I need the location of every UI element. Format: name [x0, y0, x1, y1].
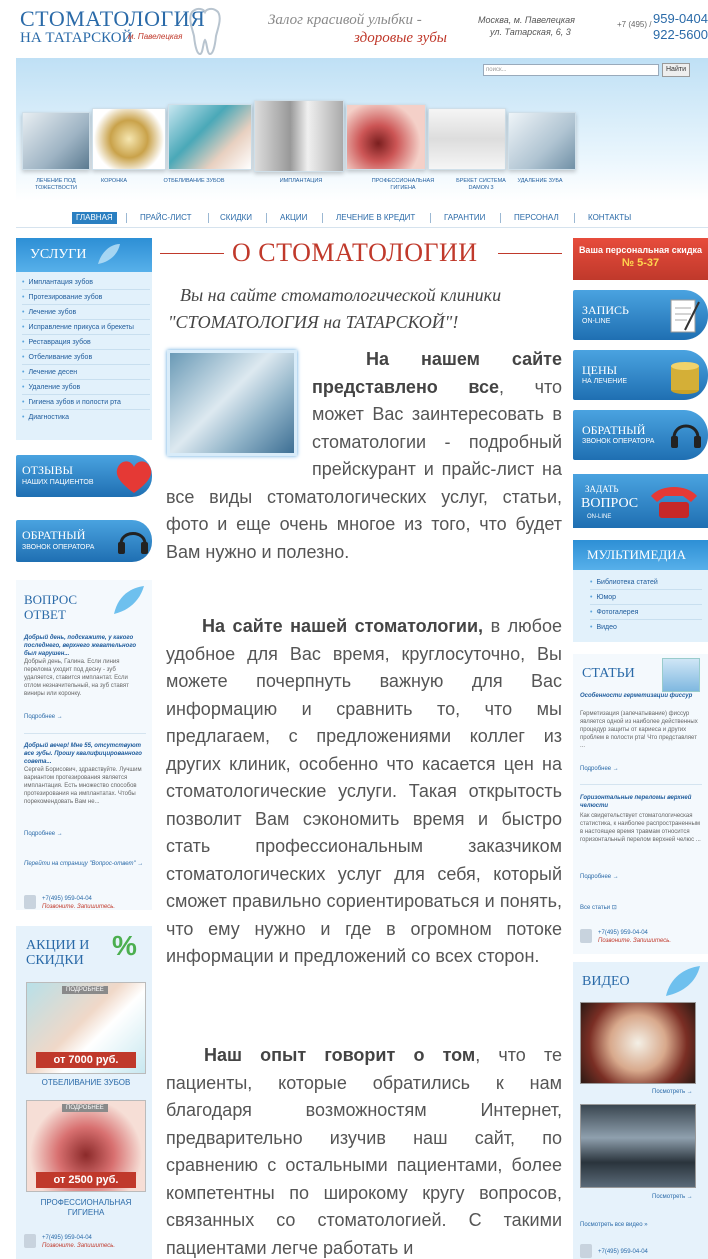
banner-caption-extraction[interactable]: УДАЛЕНИЕ ЗУБА — [517, 178, 563, 184]
address-line1: Москва, м. Павелецкая — [478, 15, 575, 25]
logo-title[interactable]: СТОМАТОЛОГИЯ — [20, 6, 206, 31]
phone-icon — [580, 1244, 592, 1258]
banner-thumb-implant[interactable] — [254, 100, 344, 172]
multimedia-item[interactable]: • Фотогалерея — [590, 605, 702, 620]
video-thumb-2[interactable] — [580, 1104, 696, 1188]
promo-hygiene-caption[interactable]: ПРОФЕССИОНАЛЬНАЯ — [40, 1198, 132, 1207]
service-item[interactable]: • Протезирование зубов — [22, 290, 150, 305]
article-1-more-link[interactable]: Подробнее → — [580, 766, 619, 772]
ask-question-sublabel: ON-LINE — [587, 514, 612, 520]
callback-button-sublabel: ЗВОНОК ОПЕРАТОРА — [22, 544, 95, 551]
services-title: УСЛУГИ — [16, 238, 152, 272]
search-input[interactable]: поиск... — [483, 64, 659, 76]
service-item[interactable]: • Имплантация зубов — [22, 275, 150, 290]
clipboard-icon — [665, 294, 703, 336]
nav-separator — [430, 213, 431, 223]
online-booking-button[interactable] — [573, 290, 708, 340]
ask-question-label: ЗАДАТЬ — [585, 484, 619, 494]
prices-button[interactable] — [573, 350, 708, 400]
qa-title: ВОПРОС — [24, 592, 78, 607]
articles-phone: +7(495) 959-04-04 — [598, 930, 648, 936]
discount-number: № 5-37 — [621, 257, 660, 269]
reviews-button-label: ОТЗЫВЫ — [22, 463, 73, 477]
logo-subtitle[interactable]: НА ТАТАРСКОЙ — [20, 30, 133, 46]
qa-more-1-link[interactable]: Подробнее → — [24, 714, 63, 720]
discount-label: Ваша персональная скидка — [578, 245, 703, 255]
articles-call-text: Позвоните. Запишитесь. — [598, 938, 672, 944]
article-1-title[interactable]: Особенности герметизации фиссур — [580, 693, 693, 699]
banner-thumb-extraction[interactable] — [508, 112, 576, 170]
banner-thumb-crown[interactable] — [92, 108, 166, 170]
photo-spacer — [166, 346, 312, 458]
video-2-watch-link[interactable]: Посмотреть → — [652, 1194, 693, 1200]
multimedia-item[interactable]: • Видео — [590, 620, 702, 635]
slogan-line1: Залог красивой улыбки - — [268, 12, 422, 28]
coins-icon — [667, 356, 703, 396]
online-booking-sublabel: ON-LINE — [582, 318, 611, 325]
slogan-line2: здоровые зубы — [354, 30, 447, 46]
article-1-text: Герметизация (запечатывание) фиссур является одной из наиболее действенных процедур защиты от кариеса и других проблем в полости рта! Что представляет ... — [580, 711, 698, 749]
qa-question-1[interactable]: Добрый день, подскажите, у какого последнего, верхнего жевательного был нарушен... — [24, 635, 137, 657]
articles-title: СТАТЬИ — [582, 666, 635, 681]
paragraph-2-text: в любое удобное для Вас время, круглосуточно, Вы можете почерпнуть важную для Вас информацию и сравнить то, что мы предлагаем, с предложениями коллег из других клиник, особенно что касается цен на стоматологические услуги. Такая открытость позволит Вам сэкономить время и быстро стать профессиональным заказчиком стоматологических услуг для себя, который сможет правильно сориентироваться и понять, что ему нужно и где в огромном потоке информации и предложений со всех сторон. — [166, 616, 562, 966]
banner-thumb-braces[interactable] — [428, 108, 506, 170]
nav-separator — [574, 213, 575, 223]
ask-question-button[interactable] — [573, 474, 708, 528]
phone-icon — [24, 895, 36, 909]
nav-discounts[interactable]: СКИДКИ — [220, 213, 253, 222]
promo-call-text: Позвоните. Запишитесь. — [42, 1243, 116, 1249]
paragraph-1 — [166, 346, 562, 566]
banner-caption-braces[interactable]: БРЕКЕТ СИСТЕМА DAMON 3 — [456, 178, 506, 191]
nav-price[interactable]: ПРАЙС-ЛИСТ — [140, 213, 192, 222]
article-2-more-link[interactable]: Подробнее → — [580, 874, 619, 880]
search-button[interactable]: Найти — [662, 63, 690, 77]
nav-contacts[interactable]: КОНТАКТЫ — [588, 213, 632, 222]
paragraph-1-text: , что может Вас заинтересовать в стоматологии - подробный прейскурант и прайс-лист на все виды стоматологических услуг, статьи, фото и еще очень многое из того, что будет Вам нужно и полезно. — [166, 376, 563, 562]
all-videos-link[interactable]: Посмотреть все видео » — [580, 1222, 648, 1228]
qa-phone: +7(495) 959-04-04 — [42, 896, 92, 902]
video-thumb-1[interactable] — [580, 1002, 696, 1084]
service-item[interactable]: • Лечение зубов — [22, 305, 150, 320]
heart-icon — [114, 457, 154, 495]
banner-thumb-hygiene[interactable] — [346, 104, 426, 170]
nav-staff[interactable]: ПЕРСОНАЛ — [514, 213, 559, 222]
banner-thumb-whitening[interactable] — [168, 104, 252, 170]
qa-title-2: ОТВЕТ — [24, 607, 66, 622]
video-title: ВИДЕО — [582, 974, 630, 989]
paragraph-3 — [166, 1042, 562, 1259]
promo-phone: +7(495) 959-04-04 — [42, 1235, 92, 1241]
article-2-title[interactable]: Горизонтальные переломы верхней челюсти — [580, 795, 692, 809]
banner-caption-implant[interactable]: ИМПЛАНТАЦИЯ — [279, 178, 323, 184]
promo-whitening-price[interactable]: от 7000 руб. — [36, 1052, 136, 1068]
banner-caption-crown[interactable]: КОРОНКА — [100, 178, 128, 184]
promo-hygiene-more[interactable]: ПОДРОБНЕЕ — [62, 1104, 108, 1112]
qa-more-2-link[interactable]: Подробнее → — [24, 831, 63, 837]
qa-answer-2: Сергей Борисович, здравствуйте. Лучшим вариантом протезирования является имплантация. Есть множество способов протезирования на имплантатах. Чтобы порекомендовать Вам не... — [24, 767, 142, 805]
phone-icon — [580, 929, 592, 943]
service-item[interactable]: • Лечение десен — [22, 365, 150, 380]
phone-1[interactable]: 959-0404 — [653, 11, 708, 26]
percent-icon: % — [112, 930, 137, 961]
promo-hygiene-price[interactable]: от 2500 руб. — [36, 1172, 136, 1188]
divider — [24, 733, 146, 734]
nav-separator — [266, 213, 267, 223]
title-rule-left — [160, 253, 224, 254]
nav-credit[interactable]: ЛЕЧЕНИЕ В КРЕДИТ — [336, 213, 416, 222]
callback-right-button[interactable] — [573, 410, 708, 460]
page-title: О СТОМАТОЛОГИИ — [232, 238, 478, 267]
paragraph-2 — [166, 613, 562, 971]
headset-icon — [116, 524, 150, 560]
phone-icon — [647, 482, 701, 522]
banner-caption-treatment[interactable]: ЛЕЧЕНИЕ ПОД ТОЖЕСТВОСТИ — [34, 178, 78, 191]
paragraph-1-bold: На нашем сайте представлено все — [312, 349, 562, 397]
nav-promotions[interactable]: АКЦИИ — [280, 213, 308, 222]
title-rule-right — [498, 253, 562, 254]
banner-caption-hygiene[interactable]: ПРОФЕССИОНАЛЬНАЯ ГИГИЕНА — [371, 178, 435, 191]
promo-hygiene-caption-2[interactable]: ГИГИЕНА — [67, 1208, 105, 1217]
banner-caption-whitening[interactable]: ОТБЕЛИВАНИЕ ЗУБОВ — [163, 178, 225, 184]
multimedia-item[interactable]: • Юмор — [590, 590, 702, 605]
divider — [580, 784, 702, 785]
leaf-icon — [112, 584, 146, 618]
multimedia-title: МУЛЬТИМЕДИА — [573, 540, 708, 570]
video-1-watch-link[interactable]: Посмотреть → — [652, 1089, 693, 1095]
discount-banner[interactable] — [573, 238, 708, 280]
service-item[interactable]: • Исправление прикуса и брекеты — [22, 320, 150, 335]
leaf-icon — [664, 964, 702, 1000]
leaf-icon — [96, 242, 122, 266]
tooth-logo-icon — [188, 6, 222, 56]
address-line2: ул. Татарская, 6, 3 — [490, 27, 571, 37]
phone-code: +7 (495) / — [617, 20, 652, 29]
nav-separator — [208, 213, 209, 223]
service-item[interactable]: • Отбеливание зубов — [22, 350, 150, 365]
service-item[interactable]: • Удаление зубов — [22, 380, 150, 395]
phone-icon — [24, 1234, 36, 1248]
promo-whitening-caption[interactable]: ОТБЕЛИВАНИЕ ЗУБОВ — [41, 1078, 131, 1087]
service-item[interactable]: • Реставрация зубов — [22, 335, 150, 350]
prices-label: ЦЕНЫ — [582, 363, 618, 377]
multimedia-item[interactable]: • Библиотека статей — [590, 575, 702, 590]
all-articles-link[interactable]: Все статьи ⊡ — [580, 905, 617, 911]
callback-right-label: ОБРАТНЫЙ — [582, 423, 646, 437]
nav-separator — [126, 213, 127, 223]
qa-all-link[interactable]: Перейти на страницу "Вопрос-ответ" → — [24, 861, 144, 867]
nav-guarantees[interactable]: ГАРАНТИИ — [444, 213, 486, 222]
nav-home[interactable]: ГЛАВНАЯ — [72, 212, 117, 224]
reviews-button[interactable] — [16, 455, 152, 497]
paragraph-3-text: , что те пациенты, которые обратились к нам благодаря возможностям Интернет, предварительно изучив наш сайт, по сравнению с остальными пациентами, более компетентны по широкому кругу вопросов, связанных со стоматологией. С такими пациентами легче работать и — [166, 1045, 562, 1258]
callback-button-label: ОБРАТНЫЙ — [22, 528, 86, 542]
promotions-title: АКЦИИ И — [26, 938, 90, 953]
banner-thumb-treatment[interactable] — [22, 112, 90, 170]
paragraph-2-bold: На сайте нашей стоматологии, — [202, 616, 484, 636]
qa-call-text: Позвоните. Запишитесь. — [42, 904, 116, 910]
book-icon — [662, 658, 700, 692]
prices-sublabel: НА ЛЕЧЕНИЕ — [582, 378, 628, 385]
service-item[interactable]: • Диагностика — [22, 410, 150, 425]
reviews-button-sublabel: НАШИХ ПАЦИЕНТОВ — [22, 479, 94, 486]
qa-answer-1: Добрый день, Галина. Если линия перелома уходит под десну - зуб удаляется, ставится имплантат. Если отлом незначительный, на зуб ставят виниры или коронку. — [24, 659, 129, 697]
qa-question-2[interactable]: Добрый вечер! Мне 55, отсутствуют все зубы. Прошу квалифицированного совета... — [24, 743, 142, 765]
logo-metro: м. Павелецкая — [128, 32, 183, 41]
online-booking-label: ЗАПИСЬ — [582, 303, 629, 317]
ask-question-label-2: ВОПРОС — [581, 496, 639, 511]
video-phone: +7(495) 959-04-04 — [598, 1249, 648, 1255]
intro-text: Вы на сайте стоматологической клиники "СТОМАТОЛОГИЯ на ТАТАРСКОЙ"! — [168, 285, 502, 332]
headset-icon — [669, 416, 703, 454]
nav-separator — [322, 213, 323, 223]
article-2-text: Как свидетельствует стоматологическая статистика, к наиболее распространенным в настоящее время травмам относится горизонтальный перелом верхней челюс ... — [580, 813, 701, 843]
callback-right-sublabel: ЗВОНОК ОПЕРАТОРА — [582, 438, 655, 445]
promo-whitening-more[interactable]: ПОДРОБНЕЕ — [62, 986, 108, 994]
service-item[interactable]: • Гигиена зубов и полости рта — [22, 395, 150, 410]
phone-2[interactable]: 922-5600 — [653, 27, 708, 42]
callback-button[interactable] — [16, 520, 152, 562]
promotions-title-2: СКИДКИ — [26, 953, 84, 968]
paragraph-3-bold: Наш опыт говорит о том — [204, 1045, 476, 1065]
nav-separator — [500, 213, 501, 223]
